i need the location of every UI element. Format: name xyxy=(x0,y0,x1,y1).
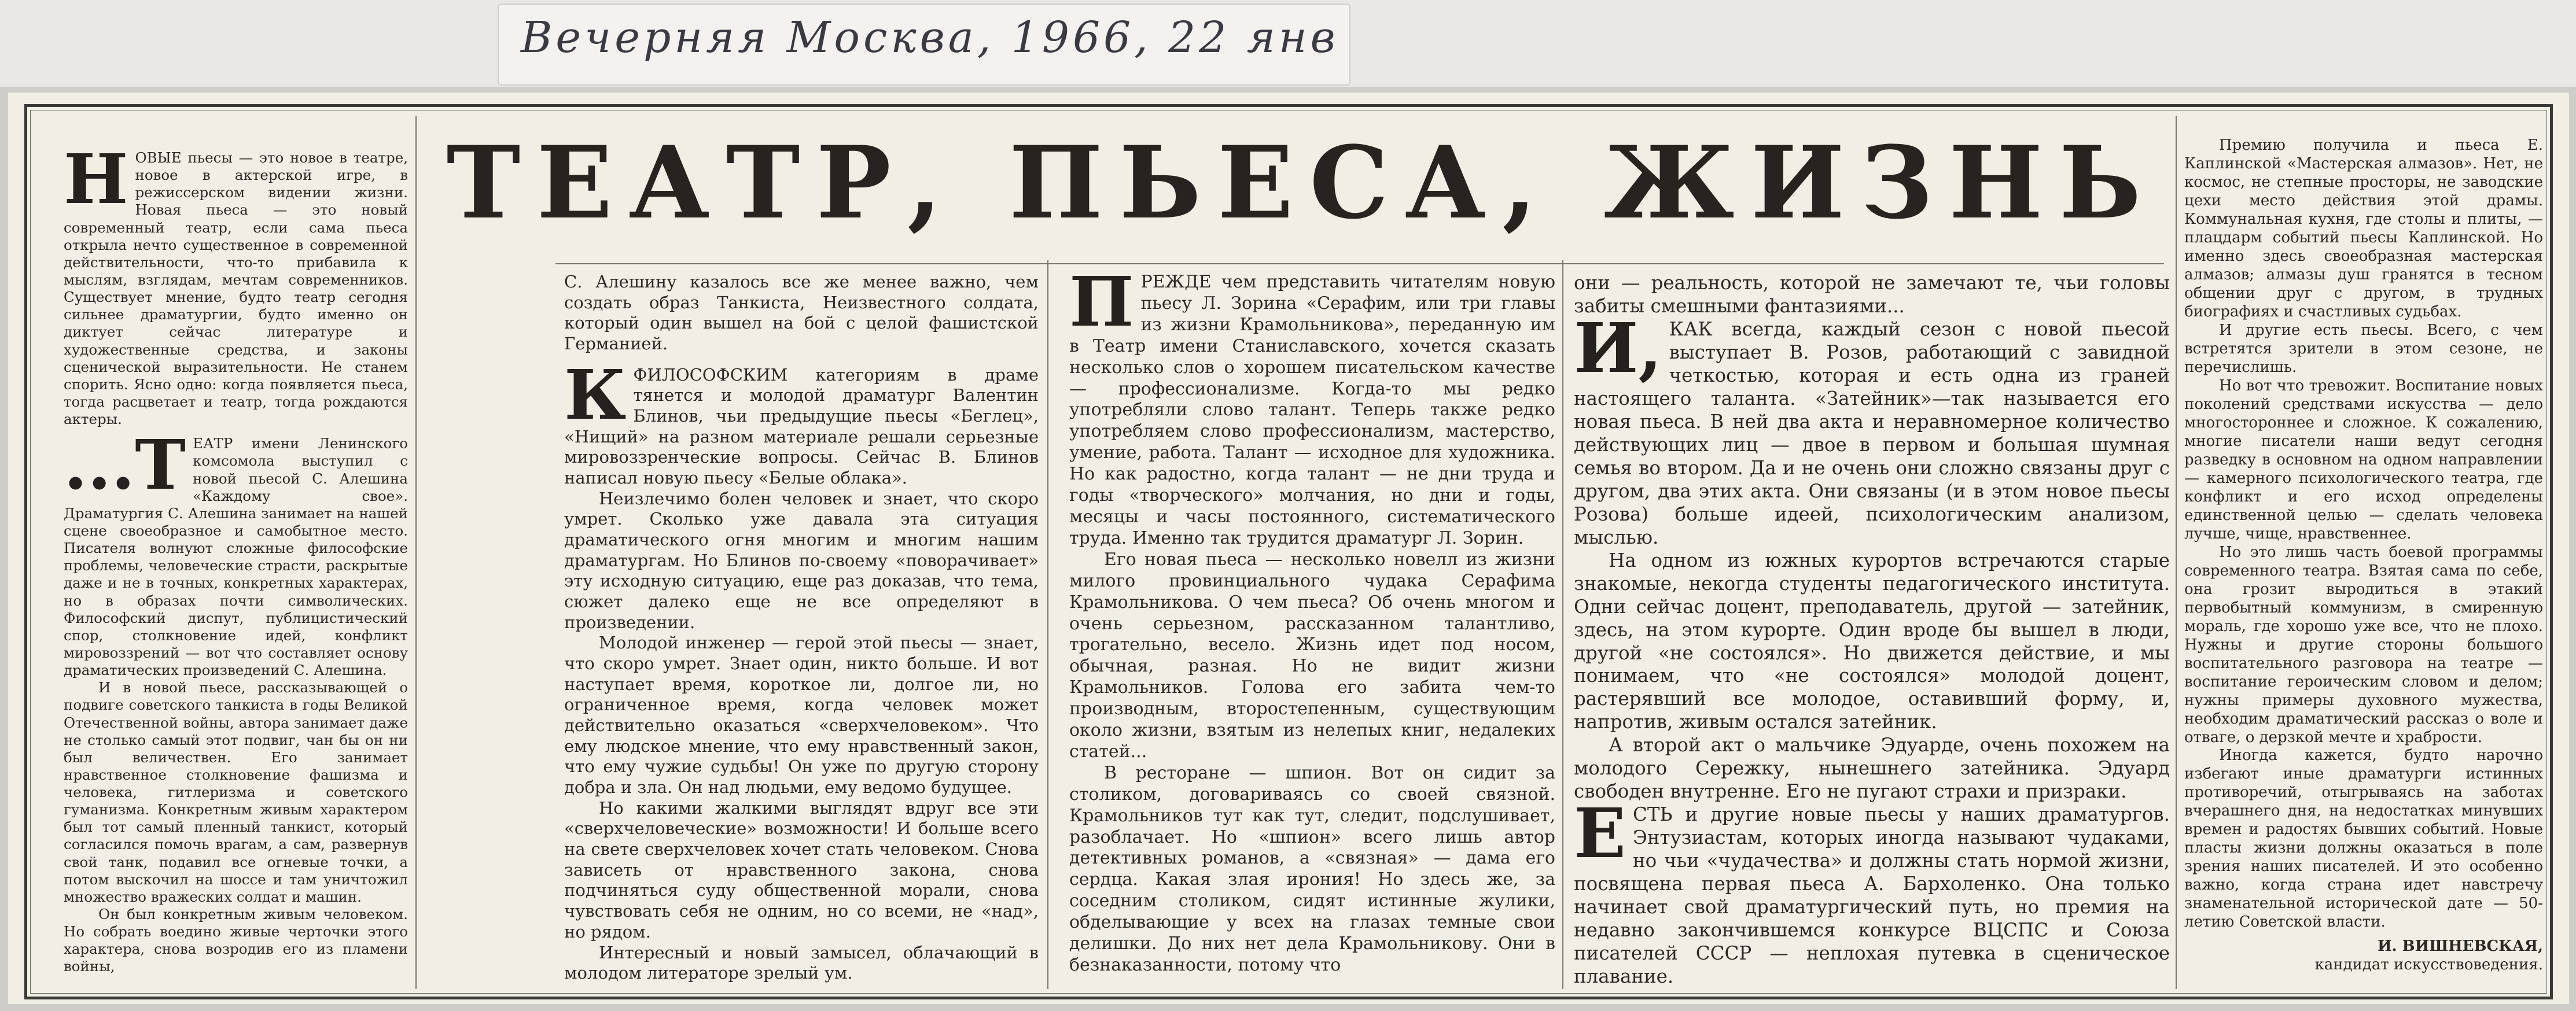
author-name: И. ВИШНЕВСКАЯ, xyxy=(2377,938,2543,955)
paragraph: На одном из южных курортов встречаются старые знакомые, некогда студенты педагогического института. Одни сейчас доцент, преподаватель, другой — затейник, здесь, на этом курорте. Один вроде бы вышел в люди, другой «не состоялся». Но движется действие, и мы понимаем, что «не состоялся» молодой доцент, растерявший все молодое, оставивший форму, и, напротив, живым остался затейник. xyxy=(1574,549,2170,733)
paragraph: они — реальность, которой не замечают те, чьи головы забиты смешными фантазиями... xyxy=(1574,272,2170,317)
paragraph-text: КАК всегда, каждый сезон с новой пьесой выступает В. Розов, работающий с завидной четкостью, которая и есть одна из граней настоящего таланта. «Затейник»—так называется его новая пьеса. В ней два акта и неравномерное количество действующих лиц — двое в первом и большая шумная семья во втором. Да и не очень они сложно связаны друг с другом, два этих акта. Они связаны (и в этом новое пьесы Розова) больше идеей, психологическим анализом, мыслью. xyxy=(1574,318,2170,548)
article-column-1 xyxy=(64,149,408,991)
paragraph xyxy=(1574,793,2170,988)
paragraph: С. Алешину казалось все же менее важно, чем создать образ Танкиста, Неизвестного солдата, который один вышел на бой с целой фашистской Германией. xyxy=(564,272,1039,354)
column-divider xyxy=(1047,260,1048,989)
author-title: кандидат искусствоведения. xyxy=(2314,956,2543,974)
paragraph: И в новой пьесе, рассказывающей о подвиге советского танкиста в годы Великой Отечественной войны, автора занимает даже не столько самый этот подвиг, чан бы он ни был величествен. Его занимает нравственное столкновение фашизма и человека, гитлеризма и советского гуманизма. Конкретным живым характером был тот самый пленный танкист, который согласился помочь врагам, а сам, развернув свой танк, подавил все огневые точки, а потом выскочил на шоссе и там уничтожил множество вражеских солдат и машин. xyxy=(64,679,408,905)
paragraph-text: ФИЛОСОФСКИМ категориям в драме тянется и молодой драматург Валентин Блинов, чьи предыдущие пьесы «Беглец», «Нищий» на разном материале решали серьезные мировоззренческие вопросы. Сейчас В. Блинов написал новую пьесу «Белые облака». xyxy=(564,364,1039,488)
paragraph xyxy=(64,425,408,679)
paragraph-text: ОВЫЕ пьесы — это новое в театре, новое в актерской игре, в режиссерском видении жизни. Новая пьеса — это новый современный театр, если сама пьеса открыла нечто существенное в современной действительности, что-то прибавила к мыслям, взглядам, мечтам современников. Существует мнение, будто театр сегодня сильнее драматургии, будто именно он диктует сейчас литературе и художественные средства, и законы сценической выразительности. Не станем спорить. Ясно одно: когда появляется пьеса, тогда расцветает и театр, тогда рождаются актеры. xyxy=(64,149,408,428)
paragraph: Он был конкретным живым человеком. Но собрать воедино живые черточки этого характера, снова возродив его из пламени войны, xyxy=(64,906,408,975)
headline-underline xyxy=(555,263,2164,264)
drop-cap: П xyxy=(1069,272,1134,342)
article-column-2 xyxy=(564,272,1039,991)
paragraph: Интересный и новый замысел, облачающий в молодом литераторе зрелый ум. xyxy=(564,942,1039,983)
paragraph: И другие есть пьесы. Всего, с чем встретятся зрители в этом сезоне, не перечислишь. xyxy=(2184,321,2543,376)
paragraph-text: РЕЖДЕ чем представить читателям новую пьесу Л. Зорина «Серафим, или три главы из жизни Крамольникова», переданную им в Театр имени Станиславского, хочется сказать несколько слов о хорошем писательском качестве — профессионализме. Когда-то мы редко употребляли слово талант. Теперь также редко употребляем слово профессионализм, мастерство, умение, работа. Талант — исходное для художника. Но как радостно, когда талант — не дни труда и годы «творческого» молчания, но дни и годы, месяцы и часы постоянного, систематического труда. Именно так трудится драматург Л. Зорин. xyxy=(1069,272,1555,548)
article-column-5 xyxy=(2184,136,2543,991)
drop-cap: К xyxy=(564,354,627,435)
paragraph: А второй акт о мальчике Эдуарде, очень похожем на молодого Сережку, нынешнего затейника. Эдуард свободен внутренне. Его не пугают страхи и призраки. xyxy=(1574,734,2170,803)
article-headline: ТЕАТР, ПЬЕСА, ЖИЗНЬ xyxy=(446,124,2158,241)
paragraph xyxy=(64,149,408,428)
column-divider xyxy=(2176,116,2177,989)
drop-cap: Е xyxy=(1574,793,1626,874)
paragraph: Но это лишь часть боевой программы современного театра. Взятая сама по себе, она грозит выродиться в этакий первобытный коммунизм, в смиренную мораль, где хорошо уже все, что не плохо. Нужны и другие стороны большого воспитательного разговора на театре — воспитание героическим словом и делом; нужны примеры духовного мужества, необходим драматический рассказ о воле и отваге, о дерзкой мечте и храбрости. xyxy=(2184,543,2543,746)
paragraph: Но какими жалкими выглядят вдруг все эти «сверхчеловеческие» возможности! И больше всего на свете сверхчеловек хочет стать человеком. Снова зависеть от нравственного закона, снова подчиняться суду общественной морали, снова чувствовать себя не одним, но со всеми, не «над», но рядом. xyxy=(564,798,1039,942)
paragraph: Но вот что тревожит. Воспитание новых поколений средствами искусства — дело многостороннее и сложное. К сожалению, многие писатели наши ведут сегодня разведку в основном на одном направлении — камерного психологического театра, где конфликт и его исход определены единственной целью — сделать человека лучше, чище, нравственнее. xyxy=(2184,377,2543,543)
paragraph: Молодой инженер — герой этой пьесы — знает, что скоро умрет. Знает один, никто больше. И вот наступает время, короткое ли, долгое ли, но ограниченное время, когда человек может действительно оказаться «сверхчеловеком». Что ему людское мнение, что ему нравственный закон, что ему чужие судьбы! Он уже по другую сторону добра и зла. Он над людьми, ему ведомо будущее. xyxy=(564,633,1039,798)
paragraph: В ресторане — шпион. Вот он сидит за столиком, договариваясь со своей связной. Крамольников тут как тут, следит, подслушивает, разоблачает. Но «шпион» всего лишь автор детективных романов, а «связная» — дама его сердца. Какая злая ирония! Но здесь же, за соседним столиком, сидят истинные жулики, обделывающие у всех на глазах темные свои делишки. До них нет дела Крамольникову. Они в безнаказанности, потому что xyxy=(1069,762,1555,975)
article-column-3 xyxy=(1069,272,1555,991)
paragraph xyxy=(1069,272,1555,549)
drop-cap: И, xyxy=(1574,307,1662,388)
paragraph-text: СТЬ и другие новые пьесы у наших драматургов. Энтузиастам, которых иногда называют чудаками, но чьи «чудачества» и должны стать нормой жизни, посвящена первая пьеса А. Бархоленко. Она только начинает свой драматургический путь, но премия на недавно закончившемся конкурсе ВЦСПС и Союза писателей СССР — неплохая путевка в сценическое плавание. xyxy=(1574,803,2170,988)
handwritten-source-note: Вечерняя Москва, 1966, 22 янв xyxy=(521,13,1339,62)
column-divider xyxy=(1562,260,1563,989)
paragraph: Неизлечимо болен человек и знает, что скоро умрет. Сколько уже давала эта ситуация драматического огня многим и многим нашим драматургам. Но Блинов по-своему «поворачивает» эту исходную ситуацию, еще раз доказав, что тема, сюжет далеко еще не все определяют в произведении. xyxy=(564,488,1039,632)
paragraph: Его новая пьеса — несколько новелл из жизни милого провинциального чудака Серафима Крамольникова. О чем пьеса? Об очень многом и очень серьезном, рассказанном талантливо, трогательно, весело. Жизнь идет под носом, обычная, разная. Но не видит жизни Крамольников. Голова его забита чем-то производным, второстепенным, существующим около жизни, взятым из нелепых книг, недалеких статей... xyxy=(1069,549,1555,762)
paragraph xyxy=(564,354,1039,489)
article-column-4 xyxy=(1574,272,2170,991)
paragraph xyxy=(1574,307,2170,549)
paragraph: Иногда кажется, будто нарочно избегают иные драматурги истинных противоречий, отыгрываясь на заботах вчерашнего дня, на недостатках минувших времен и радостях бывших событий. Новые пласты жизни должны оказаться в поле зрения наших писателей. И это особенно важно, когда страна идет навстречу знаменательной исторической дате — 50-летию Советской власти. xyxy=(2184,747,2543,931)
paragraph: Премию получила и пьеса Е. Каплинской «Мастерская алмазов». Нет, не космос, не степные просторы, не заводские цехи место действия этой драмы. Коммунальная кухня, где столы и плиты, — плацдарм событий пьесы Каплинской. Но именно здесь своеобразная мастерская алмазов; алмазы душ гранятся в тесном общении друг с другом, в трудных биографиях и счастливых судьбах. xyxy=(2184,136,2543,320)
drop-cap: Н xyxy=(64,149,128,219)
column-divider xyxy=(415,116,417,989)
paragraph-text: ЕАТР имени Ленинского комсомола выступил с новой пьесой С. Алешина «Каждому свое». Драматургия С. Алешина занимает на нашей сцене своеобразное и самобытное место. Писателя волнуют сложные философские проблемы, человеческие страсти, раскрытые даже и не в точных, конкретных характерах, но в образах почти символических. Философский диспут, публицистический спор, столкновение идей, конфликт мировоззрений — вот что составляет основу драматических произведений С. Алешина. xyxy=(64,435,408,679)
drop-cap: ...Т xyxy=(64,425,186,506)
